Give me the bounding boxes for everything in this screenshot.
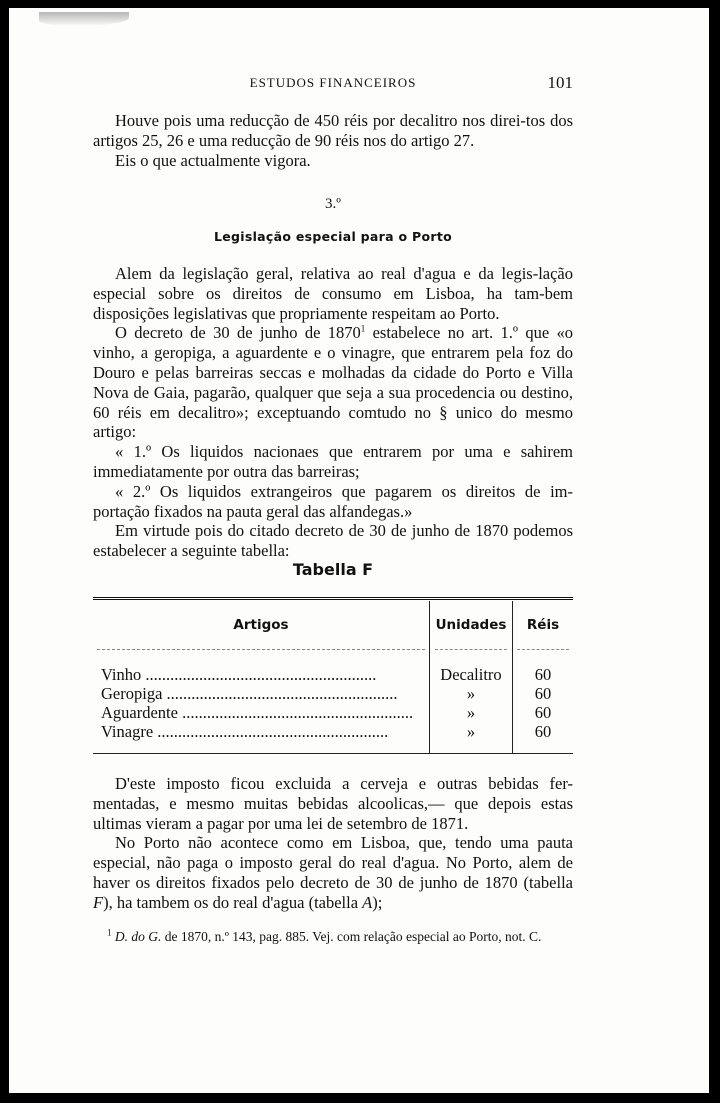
table-ref-f: F bbox=[93, 892, 104, 912]
row-reis: 60 bbox=[534, 722, 552, 741]
after-table-text bbox=[93, 774, 573, 913]
row-artigo: Vinagre ........................................................ bbox=[101, 722, 389, 741]
table-ref-a: A bbox=[362, 892, 373, 912]
tariff-table bbox=[93, 597, 573, 754]
intro-paragraph bbox=[93, 111, 573, 170]
footnote-text: de 1870, n.º 143, pag. 885. Vej. com relação especial ao Porto, bbox=[161, 929, 505, 944]
running-title: ESTUDOS FINANCEIROS bbox=[249, 75, 417, 90]
footnote bbox=[93, 928, 573, 945]
intro-line-1: Houve pois uma reducção de 450 réis por decalitro nos direi-tos dos artigos 25, 26 e uma reducção de 90 réis nos do artigo 27. bbox=[93, 111, 573, 150]
body-paragraph-2 bbox=[93, 323, 573, 442]
header-separator bbox=[517, 649, 569, 650]
row-artigo: Vinho ........................................................ bbox=[101, 665, 377, 684]
scan-smudge bbox=[39, 12, 129, 26]
table-row bbox=[93, 684, 573, 703]
footnote-end: not. C. bbox=[504, 929, 542, 944]
body-paragraph-1: Alem da legislação geral, relativa ao real d'agua e da legis-lação especial sobre os direitos de consumo em Lisboa, ha tam-bem disposições legislativas que propriamente respeitam ao Porto. bbox=[93, 264, 573, 323]
table-bottom-rule bbox=[93, 753, 573, 754]
after-paragraph-1: D'este imposto ficou excluida a cerveja e outras bebidas fer-mentadas, e mesmo muitas bebidas alcoolicas,— que depois estas ultimas vieram a pagar por uma lei de setembro de 1871. bbox=[93, 774, 573, 833]
row-reis: 60 bbox=[534, 684, 552, 703]
header-artigos: Artigos bbox=[233, 617, 289, 633]
after-paragraph-2: No Porto não acontece como em Lisboa, que, tendo uma pauta especial, não paga o imposto geral do real d'agua. No Porto, alem de haver os direitos fixados pelo decreto de 30 de junho de 1870 (tabella F), ha tambem os do real d'agua (tabella A); bbox=[93, 833, 573, 912]
table-row bbox=[93, 703, 573, 722]
body-text bbox=[93, 264, 573, 561]
footnote-marker: 1 bbox=[107, 927, 112, 938]
header-unidades: Unidades bbox=[435, 617, 507, 633]
body-paragraph-5: Em virtude pois do citado decreto de 30 de junho de 1870 podemos estabelecer a seguinte tabella: bbox=[93, 521, 573, 561]
row-reis: 60 bbox=[534, 665, 552, 684]
table-row bbox=[93, 722, 573, 741]
row-unidade: Decalitro bbox=[440, 665, 502, 684]
row-unidade: » bbox=[466, 684, 476, 703]
decree-text-cont: estabelece no art. 1.º que «o vinho, a geropiga, a aguardente e o vinagre, que entrarem pela foz do Douro e pelas barreiras seccas e molhadas da cidade do Porto e Villa Nova de Gaia, pagarão, qualquer que seja a sua procedencia ou destino, 60 réis em decalitro»; exceptuando comtudo no § unico do mesmo artigo: bbox=[93, 323, 573, 442]
page-number: 101 bbox=[547, 73, 573, 92]
footnote-source: D. do G. bbox=[114, 929, 162, 944]
section-number: 3.º bbox=[325, 196, 341, 212]
row-artigo: Aguardente ........................................................ bbox=[101, 703, 414, 722]
header-reis: Réis bbox=[526, 617, 560, 633]
header-separator bbox=[97, 649, 425, 650]
row-unidade: » bbox=[466, 703, 476, 722]
row-artigo: Geropiga ........................................................ bbox=[101, 684, 398, 703]
page-header bbox=[93, 73, 573, 95]
row-unidade: » bbox=[466, 722, 476, 741]
decree-text: O decreto de 30 de junho de 1870 bbox=[115, 323, 361, 343]
table-title: Tabella F bbox=[292, 560, 374, 579]
footnote-ref: 1 bbox=[360, 323, 366, 334]
header-separator bbox=[435, 649, 507, 650]
body-paragraph-3: « 1.º Os liquidos nacionaes que entrarem por uma e sahirem immediatamente por outra das barreiras; bbox=[93, 442, 573, 481]
body-paragraph-4: « 2.º Os liquidos extrangeiros que pagarem os direitos de im-portação fixados na pauta geral das alfandegas.» bbox=[93, 481, 573, 521]
table-top-rule bbox=[93, 597, 573, 600]
intro-line-2: Eis o que actualmente vigora. bbox=[115, 150, 311, 170]
table-row bbox=[93, 665, 573, 684]
row-reis: 60 bbox=[534, 703, 552, 722]
section-title: Legislação especial para o Porto bbox=[213, 229, 453, 244]
